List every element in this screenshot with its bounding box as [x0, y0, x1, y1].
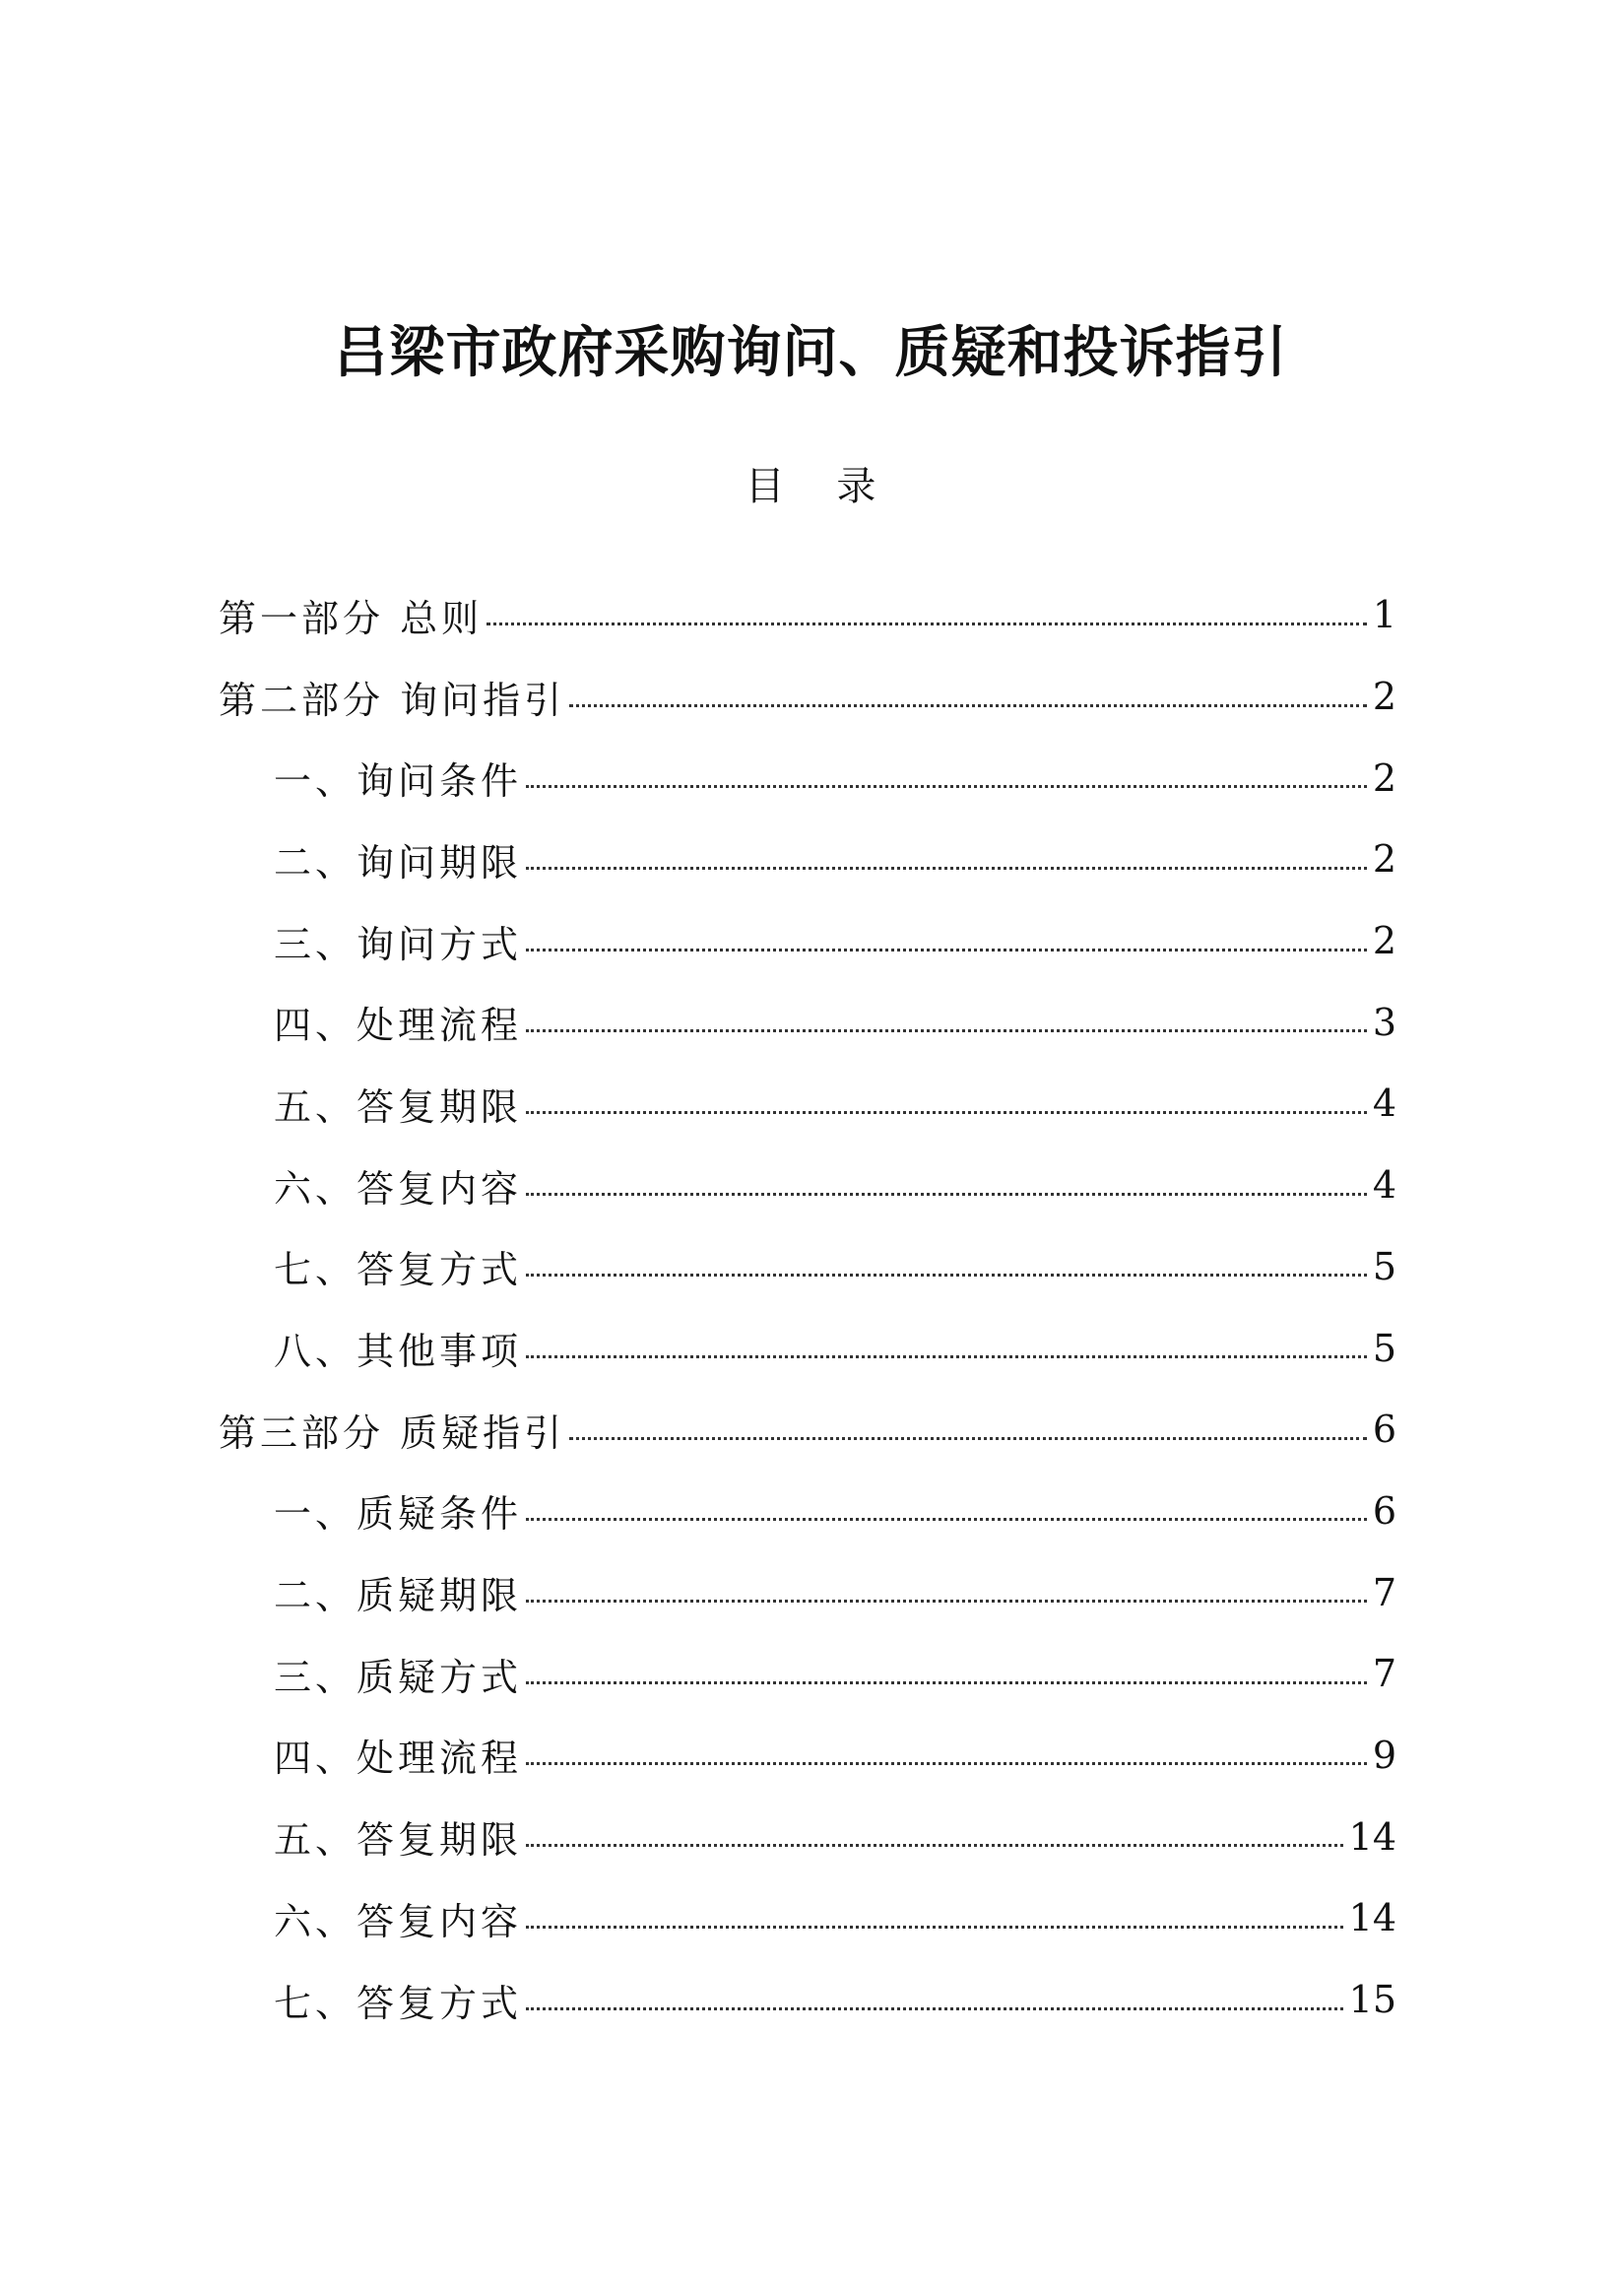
toc-entry[interactable]: [219, 981, 1396, 1063]
toc-entry-page-number: 7: [1372, 1570, 1396, 1614]
toc-dot-leader: [526, 949, 1367, 951]
toc-entry-page-number: 9: [1372, 1733, 1396, 1777]
toc-dot-leader: [526, 1274, 1367, 1277]
toc-entry-page-number: 2: [1372, 919, 1396, 963]
toc-entry-page-number: 5: [1372, 1244, 1396, 1288]
toc-entry[interactable]: [219, 1471, 1396, 1552]
toc-dot-leader: [526, 867, 1367, 870]
toc-entry[interactable]: [219, 1145, 1396, 1226]
toc-entry[interactable]: [219, 656, 1396, 738]
toc-entry[interactable]: [219, 819, 1396, 900]
toc-dot-leader: [569, 1437, 1367, 1440]
toc-dot-leader: [526, 1029, 1367, 1032]
toc-entry-label: 八、其他事项: [274, 1330, 523, 1374]
toc-dot-leader: [526, 1762, 1367, 1765]
toc-entry[interactable]: [219, 1959, 1396, 2041]
toc-entry-page-number: 2: [1372, 675, 1396, 719]
toc-entry-label: 七、答复方式: [274, 1248, 523, 1292]
toc-heading-char-1: 目: [745, 464, 785, 509]
toc-entry-page-number: 2: [1372, 837, 1396, 882]
toc-entry[interactable]: [219, 1389, 1396, 1471]
toc-entry-label: 四、处理流程: [274, 1004, 523, 1048]
toc-entry[interactable]: [219, 1307, 1396, 1389]
toc-entry[interactable]: [219, 1633, 1396, 1715]
toc-entry-label: 二、质疑期限: [274, 1574, 523, 1618]
toc-dot-leader: [526, 785, 1367, 788]
toc-entry-label: 五、答复期限: [274, 1818, 523, 1863]
toc-entry-label: 二、询问期限: [274, 840, 523, 885]
toc-entry-page-number: 5: [1372, 1326, 1396, 1370]
toc-entry[interactable]: [219, 1877, 1396, 1959]
toc-dot-leader: [569, 704, 1367, 707]
toc-entry-page-number: 15: [1348, 1978, 1396, 2022]
toc-dot-leader: [526, 1518, 1367, 1521]
toc-entry[interactable]: [219, 574, 1396, 656]
toc-dot-leader: [526, 1193, 1367, 1196]
toc-entry-label: 第二部分 询问指引: [219, 678, 566, 722]
toc-entry-label: 第三部分 质疑指引: [219, 1410, 566, 1455]
toc-entry[interactable]: [219, 737, 1396, 819]
toc-dot-leader: [486, 623, 1367, 625]
toc-entry-label: 六、答复内容: [274, 1899, 523, 1943]
toc-entry[interactable]: [219, 900, 1396, 982]
toc-dot-leader: [526, 2007, 1343, 2010]
toc-entry-page-number: 3: [1372, 1000, 1396, 1044]
toc-dot-leader: [526, 1681, 1367, 1684]
toc-dot-leader: [526, 1111, 1367, 1114]
toc-heading: [0, 459, 1621, 514]
toc-entry-page-number: 6: [1372, 1408, 1396, 1452]
toc-entry-label: 一、询问条件: [274, 759, 523, 804]
toc-entry-page-number: 14: [1348, 1814, 1396, 1859]
toc-dot-leader: [526, 1600, 1367, 1603]
toc-entry-label: 三、质疑方式: [274, 1655, 523, 1699]
toc-dot-leader: [526, 1844, 1343, 1847]
toc-entry[interactable]: [219, 1063, 1396, 1145]
toc-entry-page-number: 14: [1348, 1896, 1396, 1940]
toc-entry-page-number: 7: [1372, 1652, 1396, 1696]
page-title: 吕梁市政府采购询问、质疑和投诉指引: [333, 320, 1288, 385]
toc-entry-page-number: 4: [1372, 1082, 1396, 1126]
toc-entry-page-number: 1: [1372, 593, 1396, 637]
toc-entry[interactable]: [219, 1226, 1396, 1308]
toc-entry-label: 六、答复内容: [274, 1166, 523, 1211]
toc-entry-label: 第一部分 总则: [219, 596, 484, 640]
toc-entry[interactable]: [219, 1551, 1396, 1633]
toc-entry-label: 三、询问方式: [274, 922, 523, 966]
table-of-contents: [219, 574, 1396, 2040]
toc-entry-label: 一、质疑条件: [274, 1492, 523, 1537]
toc-entry-page-number: 6: [1372, 1488, 1396, 1533]
toc-entry-page-number: 4: [1372, 1163, 1396, 1208]
toc-entry[interactable]: [219, 1715, 1396, 1797]
toc-entry[interactable]: [219, 1796, 1396, 1877]
toc-entry-label: 七、答复方式: [274, 1981, 523, 2025]
toc-entry-page-number: 2: [1372, 755, 1396, 800]
toc-entry-label: 五、答复期限: [274, 1084, 523, 1129]
toc-dot-leader: [526, 1926, 1343, 1929]
toc-entry-label: 四、处理流程: [274, 1737, 523, 1781]
toc-dot-leader: [526, 1355, 1367, 1358]
toc-heading-char-2: 录: [836, 464, 876, 509]
